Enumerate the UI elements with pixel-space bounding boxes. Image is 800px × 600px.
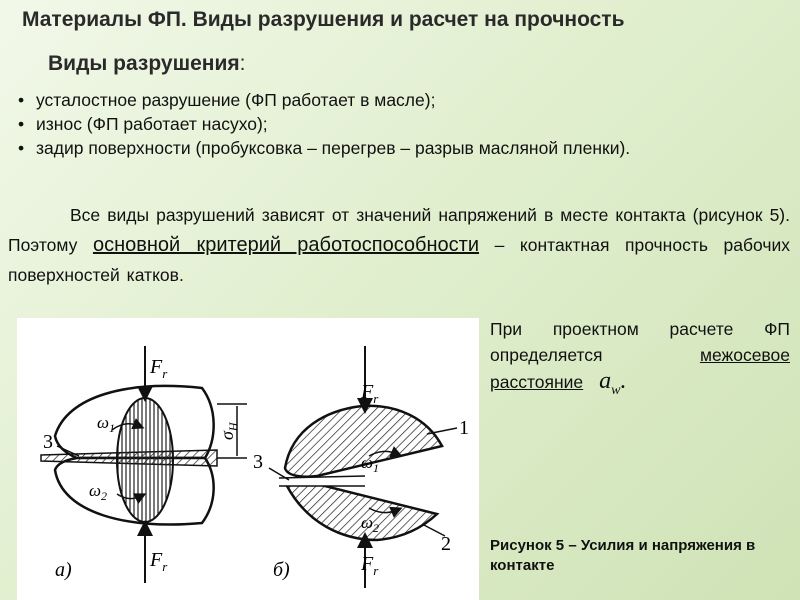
panel-a-label: а): [55, 559, 72, 581]
main-criterion-text: основной критерий работоспособности: [92, 234, 480, 256]
panel-b-label: б): [273, 559, 290, 581]
list-item: • задир поверхности (пробуксовка – перегрев – разрыв масляной пленки).: [16, 136, 790, 160]
slide-title: Материалы ФП. Виды разрушения и расчет на прочность: [22, 8, 625, 31]
omega1-label-a: $\omega_1$: [97, 413, 116, 435]
contact-stress-figure: [17, 318, 479, 600]
sigma-h-label: $\sigma_H$: [217, 422, 240, 440]
center-distance-symbol: $a_w$.: [599, 368, 627, 398]
omega1-label-b: $\omega_1$: [361, 453, 380, 475]
force-label-bottom-a: $F_r$: [150, 549, 168, 574]
force-label-bottom-b: $F_r$: [361, 553, 379, 578]
figure-caption: Рисунок 5 – Усилия и напряжения в контакте: [490, 537, 756, 574]
label-3-b: 3: [253, 451, 263, 473]
omega2-label-b: $\omega_2$: [361, 513, 380, 535]
omega2-label-a: $\omega_2$: [89, 481, 108, 503]
center-distance-text: межосевое расстояние: [490, 345, 790, 392]
force-label-top-b: $F_r$: [361, 381, 379, 406]
force-label-top-a: $F_r$: [150, 356, 168, 381]
note-text: При проектном расчете ФП определяется: [490, 319, 790, 365]
label-2-b: 2: [441, 533, 451, 555]
section-heading-colon: :: [239, 52, 246, 75]
list-item: • износ (ФП работает насухо);: [16, 112, 790, 136]
criterion-paragraph: [8, 200, 790, 290]
section-heading-text: Виды разрушения: [48, 52, 240, 75]
list-item: • усталостное разрушение (ФП работает в масле);: [16, 88, 790, 112]
paragraph-text-end: – контактная прочность рабочих поверхностей катков.: [8, 235, 790, 285]
failure-types-list: [16, 88, 790, 160]
design-calc-note: [490, 316, 790, 404]
paragraph-text: Все виды разрушений зависят от значений напряжений в месте контакта (рисунок 5). Поэтому: [8, 205, 790, 255]
section-heading: [48, 52, 245, 76]
label-1-b: 1: [459, 417, 469, 439]
label-3-a: 3: [43, 431, 53, 453]
